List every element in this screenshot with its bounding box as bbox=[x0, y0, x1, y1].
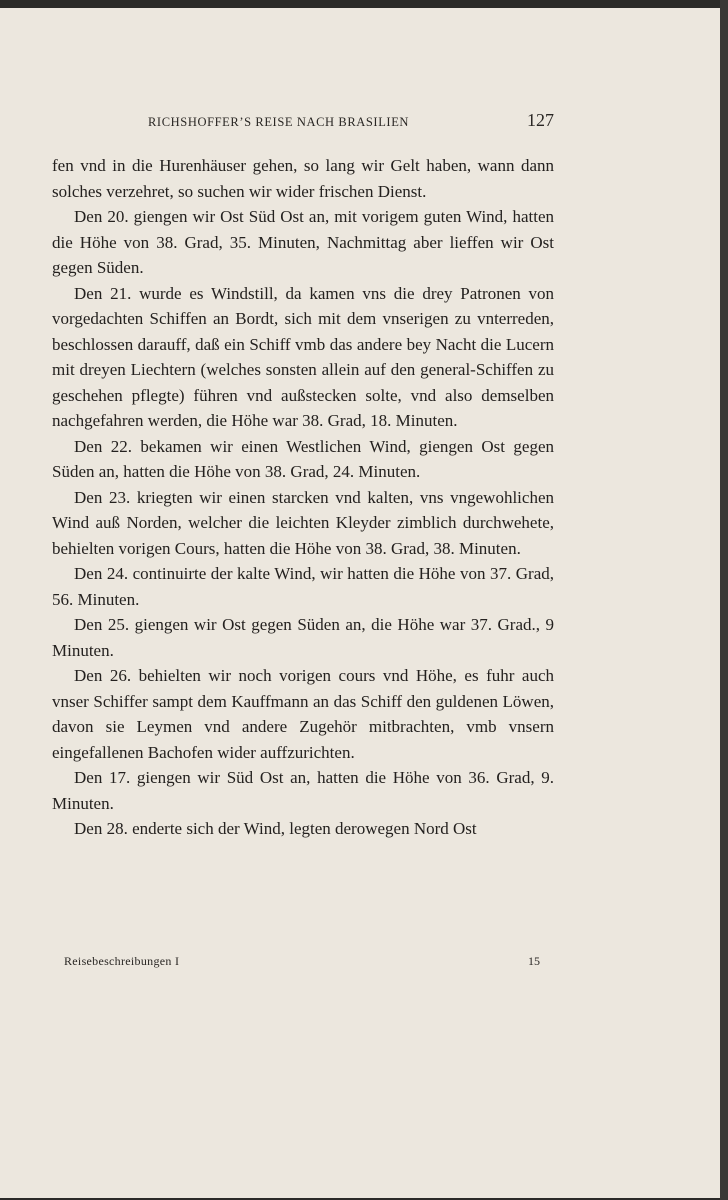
paragraph: Den 24. continuirte der kalte Wind, wir hatten die Höhe von 37. Grad, 56. Minuten. bbox=[52, 564, 554, 609]
body-text bbox=[52, 153, 554, 842]
paragraph: Den 17. giengen wir Süd Ost an, hatten die Höhe von 36. Grad, 9. Minuten. bbox=[52, 768, 554, 813]
signature-mark: Reisebeschreibungen I bbox=[64, 954, 180, 968]
page-footer bbox=[64, 954, 540, 974]
running-head bbox=[52, 110, 554, 134]
paragraph: Den 26. behielten wir noch vorigen cours vnd Höhe, es fuhr auch vnser Schiffer sampt dem Kauffmann an das Schiff den guldenen Löwen, davon sie Leymen vnd andere Zugehör mitbrachten, vmb vnsern eingefallenen Bachofen wider auffzurichten. bbox=[52, 666, 554, 762]
paragraph: fen vnd in die Hurenhäuser gehen, so lang wir Gelt haben, wann dann solches verzehret, so suchen wir wider frischen Dienst. bbox=[52, 156, 554, 201]
paragraph: Den 22. bekamen wir einen Westlichen Wind, giengen Ost gegen Süden an, hatten die Höhe von 38. Grad, 24. Minuten. bbox=[52, 436, 554, 481]
paragraph: Den 23. kriegten wir einen starcken vnd kalten, vns vngewohlichen Wind auß Norden, welcher die leichten Kleyder zimblich durchwehete, behielten vorigen Cours, hatten die Höhe von 38. Grad, 38. Minuten. bbox=[52, 487, 554, 558]
book-page bbox=[0, 8, 720, 1198]
paragraph: Den 20. giengen wir Ost Süd Ost an, mit vorigem guten Wind, hatten die Höhe von 38. Grad, 35. Minuten, Nachmittag aber lieffen wir Ost gegen Süden. bbox=[52, 207, 554, 277]
paragraph: Den 21. wurde es Windstill, da kamen vns die drey Patronen von vorgedachten Schiffen an Bordt, sich mit dem vnserigen zu vnterreden, beschlossen darauff, daß ein Schiff vmb das andere bey Nacht die Lucern mit dreyen Liechtern (welches sonsten allein auf den general-Schiffen zu geschehen pflegte) führen vnd außstecken solte, vnd also demselben nachgefahren werden, die Höhe war 38. Grad, 18. Minuten. bbox=[52, 283, 554, 430]
paragraph: Den 25. giengen wir Ost gegen Süden an, die Höhe war 37. Grad., 9 Minuten. bbox=[52, 615, 554, 660]
page-number: 127 bbox=[527, 110, 554, 130]
running-head-title: RICHSHOFFER’S REISE NACH BRASILIEN bbox=[148, 115, 410, 129]
sheet-number: 15 bbox=[528, 954, 540, 968]
paragraph: Den 28. enderte sich der Wind, legten derowegen Nord Ost bbox=[74, 819, 477, 838]
scan-edge bbox=[720, 0, 728, 1200]
